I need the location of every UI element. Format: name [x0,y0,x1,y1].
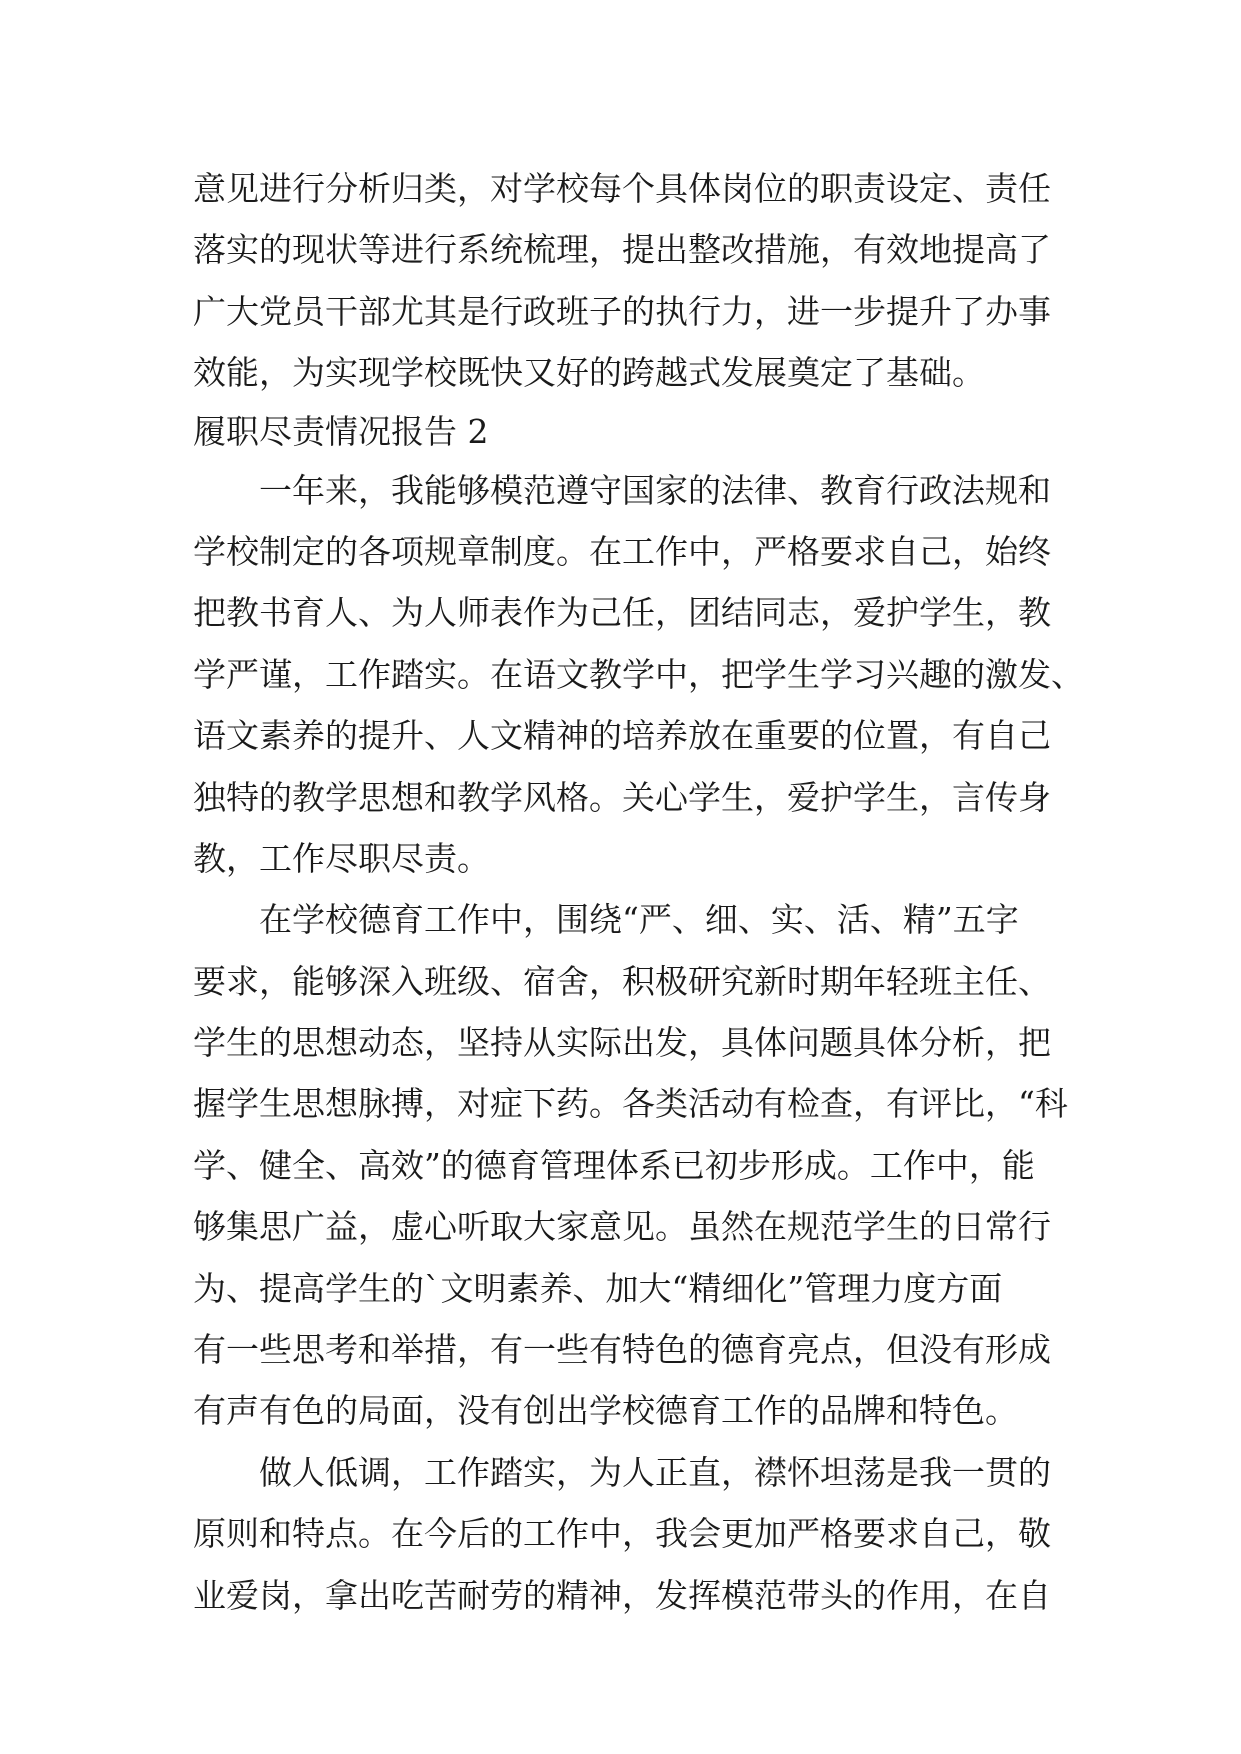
section-title: 履职尽责情况报告 2 [193,411,489,451]
paragraph-2 [193,889,1068,1442]
text-line: 效能，为实现学校既快又好的跨越式发展奠定了基础。 [193,353,985,393]
paragraph-3 [193,1442,1063,1626]
text-line: 原则和特点。在今后的工作中，我会更加严格要求自己，敬 [193,1514,1051,1554]
text-line: 语文素养的提升、人文精神的培养放在重要的位置，有自己 [193,716,1051,756]
text-line: 有声有色的局面，没有创出学校德育工作的品牌和特色。 [193,1391,1018,1431]
text-line: 在学校德育工作中，围绕“严、细、实、活、精”五字 [259,900,1019,940]
text-line: 学、健全、高效”的德育管理体系已初步形成。工作中，能 [193,1145,1035,1185]
text-line: 意见进行分析归类，对学校每个具体岗位的职责设定、责任 [193,169,1051,208]
text-line: 学校制定的各项规章制度。在工作中，严格要求自己，始终 [193,531,1051,571]
text-line: 做人低调，工作踏实，为人正直，襟怀坦荡是我一贯的 [259,1452,1051,1492]
text-line: 有一些思考和举措，有一些有特色的德育亮点，但没有形成 [193,1330,1051,1370]
text-line: 教，工作尽职尽责。 [193,838,490,878]
text-line: 落实的现状等进行系统梳理，提出整改措施，有效地提高了 [193,230,1051,270]
text-line: 独特的教学思想和教学风格。关心学生，爱护学生，言传身 [193,777,1051,817]
document-body [193,158,1084,1626]
text-line: 要求，能够深入班级、宿舍，积极研究新时期年轻班主任、 [193,961,1051,1001]
text-line: 广大党员干部尤其是行政班子的执行力，进一步提升了办事 [193,291,1051,331]
text-line: 业爱岗，拿出吃苦耐劳的精神，发挥模范带头的作用，在自 [193,1575,1051,1615]
text-line: 把教书育人、为人师表作为己任，团结同志，爱护学生，教 [193,593,1051,633]
continued-paragraph [193,158,1063,404]
paragraph-1 [193,460,1084,890]
text-line: 握学生思想脉搏，对症下药。各类活动有检查，有评比，“科 [193,1084,1068,1124]
text-line: 为、提高学生的`文明素养、加大“精细化”管理力度方面 [193,1268,1003,1308]
text-line: 一年来，我能够模范遵守国家的法律、教育行政法规和 [259,470,1051,510]
text-line: 够集思广益，虚心听取大家意见。虽然在规范学生的日常行 [193,1207,1051,1247]
text-line: 学严谨，工作踏实。在语文教学中，把学生学习兴趣的激发、 [193,654,1084,694]
text-line: 学生的思想动态，坚持从实际出发，具体问题具体分析，把 [193,1023,1051,1063]
